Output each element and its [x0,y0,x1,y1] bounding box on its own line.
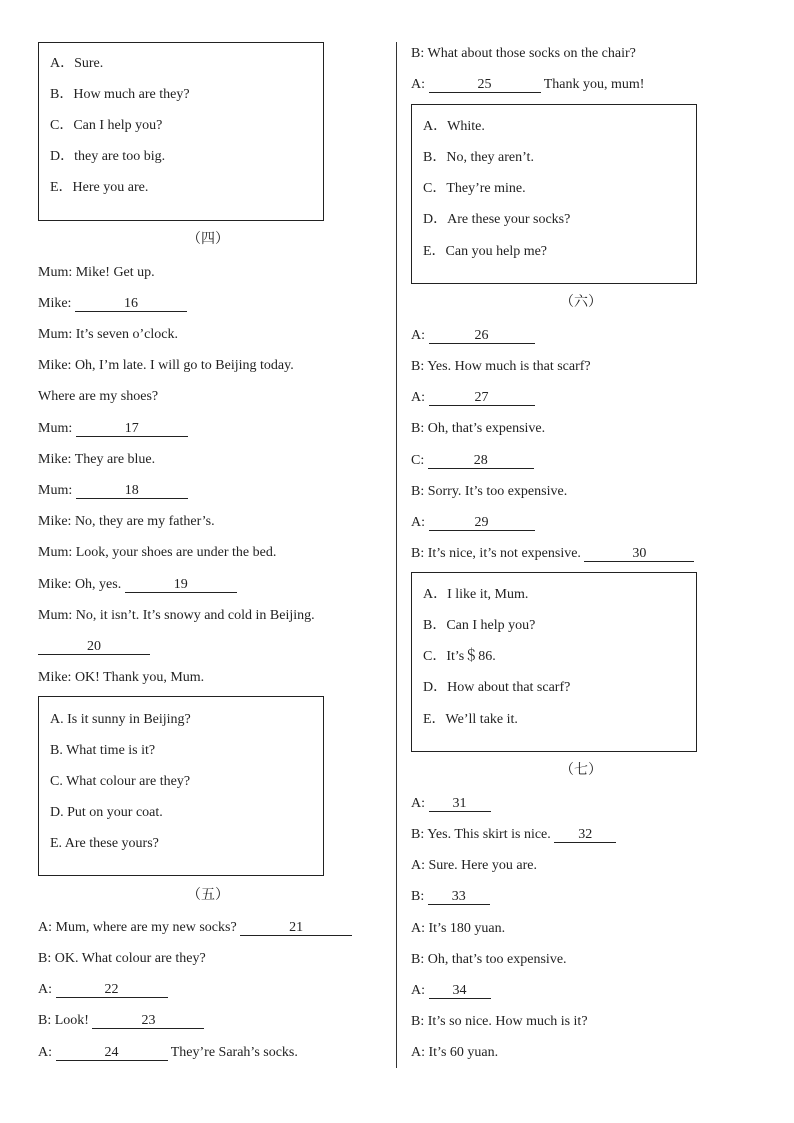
dialog-line: Mum: 18 [38,482,188,500]
option-b: B. What time is it? [50,743,156,758]
dialog-line: B: OK. What colour are they? [38,951,206,966]
options-box-3 [38,42,324,221]
option-e: E．We’ll take it. [423,712,518,727]
dialog-line: Mike: They are blue. [38,452,156,467]
option-a: A．I like it, Mum. [423,587,529,602]
option-b: B．Can I help you? [423,618,536,633]
dialog-line: A: It’s 180 yuan. [411,921,506,936]
option-b: B．No, they aren’t. [423,150,534,165]
dialog-line [38,638,150,656]
options-box-5 [411,104,697,284]
dialog-line: Mike: 16 [38,295,187,313]
answer-blank-19[interactable]: 19 [125,577,237,593]
dialog-line: A: 31 [411,795,491,813]
dialog-line: Mike: Oh, yes. 19 [38,576,237,594]
dialog-line: B: Yes. This skirt is nice. 32 [411,826,616,844]
dialog-line: C: 28 [411,452,534,470]
options-box-4 [38,696,324,876]
answer-blank-31[interactable]: 31 [429,796,491,812]
dialog-line: B: Yes. How much is that scarf? [411,359,591,374]
dialog-line: A: 26 [411,327,535,345]
answer-blank-16[interactable]: 16 [75,296,187,312]
dialog-line: B: Oh, that’s expensive. [411,421,546,436]
dialog-line: A: Mum, where are my new socks? 21 [38,919,352,937]
option-d: D．Are these your socks? [423,212,571,227]
option-a: A. Is it sunny in Beijing? [50,712,191,727]
option-c: C．It’s＄86. [423,649,496,664]
answer-blank-23[interactable]: 23 [92,1013,204,1029]
dialog-line: B: It’s nice, it’s not expensive. 30 [411,545,694,563]
dialog-line: B: Oh, that’s too expensive. [411,952,567,967]
answer-blank-28[interactable]: 28 [428,453,534,469]
option-d: D. Put on your coat. [50,805,163,820]
section-6-title: （六） [560,295,602,310]
answer-blank-20[interactable]: 20 [38,639,150,655]
option-e: E. Are these yours? [50,836,159,851]
dialog-line: A: 29 [411,514,535,532]
answer-blank-26[interactable]: 26 [429,328,535,344]
option-a: A．Sure. [50,56,104,71]
option-b: B．How much are they? [50,87,190,102]
option-e: E．Can you help me? [423,244,548,259]
dialog-line: Mum: 17 [38,420,188,438]
answer-blank-33[interactable]: 33 [428,889,490,905]
dialog-line: A: 34 [411,982,491,1000]
option-c: C. What colour are they? [50,774,191,789]
answer-blank-21[interactable]: 21 [240,920,352,936]
section-5-title: （五） [187,888,229,903]
option-c: C．They’re mine. [423,181,526,196]
option-e: E．Here you are. [50,180,149,195]
option-c: C．Can I help you? [50,118,163,133]
dialog-line: A: 22 [38,981,168,999]
answer-blank-34[interactable]: 34 [429,983,491,999]
dialog-line: A: 27 [411,389,535,407]
option-a: A．White. [423,119,485,134]
answer-blank-32[interactable]: 32 [554,827,616,843]
dialog-line: Mike: Oh, I’m late. I will go to Beijing today. [38,358,294,373]
answer-blank-24[interactable]: 24 [56,1045,168,1061]
answer-blank-17[interactable]: 17 [76,421,188,437]
dialog-line: Mum: Look, your shoes are under the bed. [38,545,277,560]
dialog-line: A: Sure. Here you are. [411,858,537,873]
dialog-line: Mike: No, they are my father’s. [38,514,215,529]
dialog-line: B: What about those socks on the chair? [411,46,636,61]
dialog-line: Mum: No, it isn’t. It’s snowy and cold in Beijing. [38,608,315,623]
options-box-6 [411,572,697,752]
answer-blank-29[interactable]: 29 [429,515,535,531]
section-7-title: （七） [560,763,602,778]
dialog-line: Mike: OK! Thank you, Mum. [38,670,205,685]
answer-blank-25[interactable]: 25 [429,77,541,93]
dialog-line: Mum: Mike! Get up. [38,265,155,280]
section-4-title: （四） [187,232,229,247]
answer-blank-27[interactable]: 27 [429,390,535,406]
option-d: D．How about that scarf? [423,680,571,695]
option-d: D．they are too big. [50,149,166,164]
answer-blank-22[interactable]: 22 [56,982,168,998]
dialog-line: B: Sorry. It’s too expensive. [411,484,568,499]
column-divider [396,42,397,1068]
answer-blank-30[interactable]: 30 [584,546,694,562]
dialog-line: A: 24 They’re Sarah’s socks. [38,1045,298,1060]
answer-blank-18[interactable]: 18 [76,483,188,499]
dialog-line: B: It’s so nice. How much is it? [411,1014,588,1029]
dialog-line: A: It’s 60 yuan. [411,1045,499,1060]
dialog-line: A: 25 Thank you, mum! [411,77,645,92]
dialog-line: Where are my shoes? [38,389,159,404]
dialog-line: B: Look! 23 [38,1012,204,1030]
dialog-line: B: 33 [411,888,490,906]
dialog-line: Mum: It’s seven o’clock. [38,327,178,342]
